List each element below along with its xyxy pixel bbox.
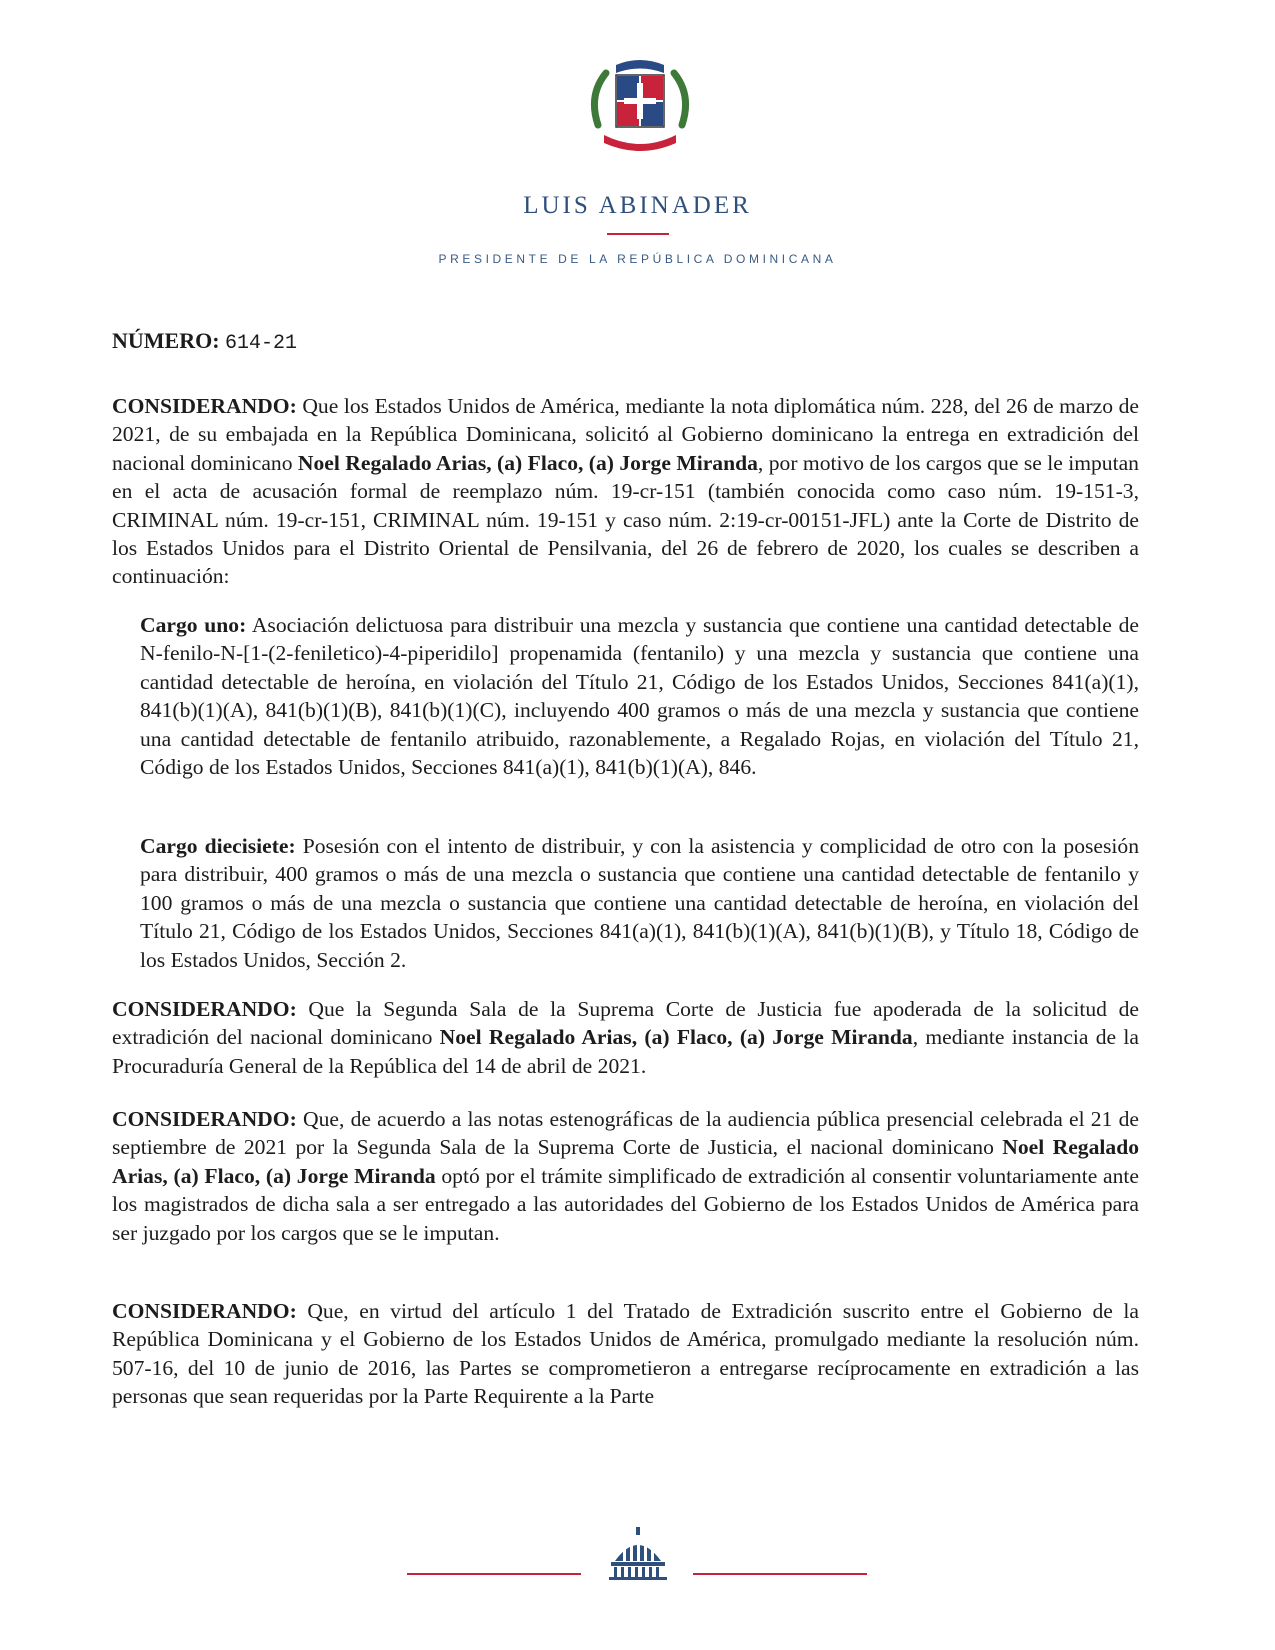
paragraph-text: Asociación delictuosa para distribuir una mezcla y sustancia que contiene una cantidad detectable de N-fenilo-N-[1-(2-feniletico)-4-piperidilo] propenamida (fentanilo) y una mezcla y sustancia que contiene una cantidad detectable de heroína, en violación del Título 21, Código de los Estados Unidos, Secciones 841(a)(1), 841(b)(1)(A), 841(b)(1)(B), 841(b)(1)(C), incluyendo 400 gramos o más de una mezcla y sustancia que contiene una cantidad detectable de fentanilo atribuido, razonablemente, a Regalado Rojas, en violación del Título 21, Código de los Estados Unidos, Secciones 841(a)(1), 841(b)(1)(A), 846. [140,613,1139,780]
considerando-label: CONSIDERANDO: [112,1299,297,1323]
paragraph-text: Que, en virtud del artículo 1 del Tratado de Extradición suscrito entre el Gobierno de la República Dominicana y el Gobierno de los Estados Unidos de América, promulgado mediante la resolución núm. 507-16, del 10 de junio de 2016, las Partes se comprometieron a entregarse recíprocamente en extradición a las personas que sean requeridas por la Parte Requirente a la Parte [112,1299,1139,1409]
considerando-paragraph-3 [112,1105,1139,1247]
defendant-name: Noel Regalado Arias, (a) Flaco, (a) Jorge Miranda [297,450,758,475]
decree-number-label: NÚMERO: [112,328,220,353]
paragraph-text: optó por el trámite simplificado de extradición al consentir voluntariamente ante los magistrados de dicha sala a ser entregado a las autoridades del Gobierno de los Estados Unidos de América para ser juzgado por los cargos que se le imputan. [112,1163,1139,1245]
paragraph-text: Que, de acuerdo a las notas estenográficas de la audiencia pública presencial celebrada el 21 de septiembre de 2021 por la Segunda Sala de la Suprema Corte de Justicia, el nacional dominicano [112,1107,1139,1160]
considerando-label: CONSIDERANDO: [112,997,297,1021]
paragraph-text: , mediante instancia de la Procuraduría General de la República del 14 de abril de 2021. [112,1025,1139,1078]
paragraph-text: Que los Estados Unidos de América, mediante la nota diplomática núm. 228, del 26 de marzo de 2021, de su embajada en la República Dominicana, solicitó al Gobierno dominicano la entrega en extradición del nacional dominicano [112,394,1139,475]
footer-divider-right [693,1573,867,1575]
paragraph-text: Posesión con el intento de distribuir, y con la asistencia y complicidad de otro con la posesión para distribuir, 400 gramos o más de una mezcla o sustancia que contiene una cantidad detectable de fentanilo y 100 gramos o más de una mezcla o sustancia que contiene una cantidad detectable de heroína, en violación del Título 21, Código de los Estados Unidos, Secciones 841(a)(1), 841(b)(1)(A), 841(b)(1)(B), y Título 18, Código de los Estados Unidos, Sección 2. [140,834,1139,972]
considerando-paragraph-1 [112,392,1139,591]
coat-of-arms-icon [584,55,696,160]
decree-number [112,328,297,355]
considerando-label: CONSIDERANDO: [112,394,297,418]
paragraph-text: , por motivo de los cargos que se le imputan en el acta de acusación formal de reemplazo núm. 19-cr-151 (también conocida como caso núm. 19-151-3, CRIMINAL núm. 19-cr-151, CRIMINAL núm. 19-151 y caso núm. 2:19-cr-00151-JFL) ante la Corte de Distrito de los Estados Unidos para el Distrito Oriental de Pensilvania, del 26 de febrero de 2020, los cuales se describen a continuación: [112,450,1139,589]
president-title: PRESIDENTE DE LA REPÚBLICA DOMINICANA [438,252,837,266]
considerando-label: CONSIDERANDO: [112,1107,297,1131]
defendant-name: Noel Regalado Arias, (a) Flaco, (a) Jorge Miranda [439,1025,913,1050]
footer-divider-left [407,1573,581,1575]
national-palace-dome-icon [605,1525,671,1581]
name-divider [607,233,669,235]
paragraph-text: Que la Segunda Sala de la Suprema Corte de Justicia fue apoderada de la solicitud de extradición del nacional dominicano [112,997,1139,1050]
considerando-paragraph-4 [112,1297,1139,1411]
defendant-name: Noel Regalado Arias, (a) Flaco, (a) Jorge Miranda [112,1135,1139,1188]
considerando-paragraph-2 [112,995,1139,1080]
charge-label: Cargo uno: [140,613,247,637]
decree-number-value: 614-21 [225,332,298,355]
president-name: LUIS ABINADER [523,192,752,219]
charge-seventeen-paragraph [140,832,1139,974]
charge-label: Cargo diecisiete: [140,834,296,858]
charge-one-paragraph [140,611,1139,781]
